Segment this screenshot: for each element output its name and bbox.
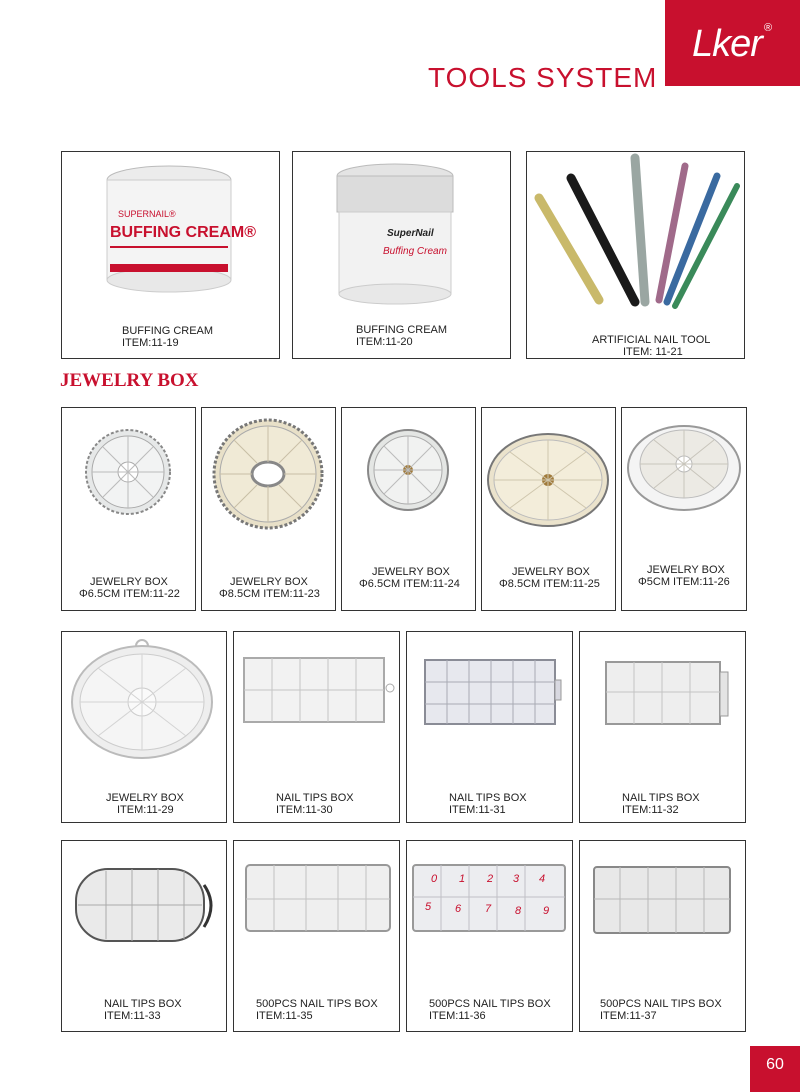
product-name: JEWELRY BOX [512,566,590,578]
product-name: JEWELRY BOX [90,576,168,588]
jar-red-band [110,264,228,272]
section-title-jewelry-box: JEWELRY BOX [60,370,199,391]
product-item-code: ITEM:11-33 [104,1010,161,1022]
product-item-code: ITEM:11-29 [117,804,174,816]
product-item-code: ITEM:11-36 [429,1010,486,1022]
product-name: NAIL TIPS BOX [449,792,527,804]
product-name: JEWELRY BOX [230,576,308,588]
logo-registered-mark: ® [764,22,773,34]
product-card-jewelry-box [61,407,196,611]
product-card-jewelry-box [341,407,476,611]
product-card-buffing-cream-2 [292,151,511,359]
box-number: 3 [513,873,520,885]
product-name: 500PCS NAIL TIPS BOX [256,998,378,1010]
product-item-code: Φ8.5CM ITEM:11-25 [499,578,600,590]
product-name: NAIL TIPS BOX [622,792,700,804]
jar-label-text: Buffing Cream [383,246,447,257]
product-card-nail-tips-box [406,631,573,823]
product-name: JEWELRY BOX [372,566,450,578]
box-number: 7 [485,903,492,915]
product-name: BUFFING CREAM [356,324,448,336]
box-number: 0 [431,873,438,885]
product-card-nail-tips-box [233,631,400,823]
product-item-code: ITEM:11-37 [600,1010,657,1022]
product-card-buffing-cream-1 [61,151,280,359]
jar-label-text: BUFFING CREAM® [110,224,256,241]
product-item-code: ITEM:11-20 [356,336,413,348]
product-item-code: ITEM:11-35 [256,1010,313,1022]
product-item-code: ITEM: 11-21 [623,346,683,358]
product-item-code: Φ8.5CM ITEM:11-23 [219,588,320,600]
box-number: 9 [543,905,550,917]
product-name: 500PCS NAIL TIPS BOX [429,998,551,1010]
jar-brand-text: SUPERNAIL® [118,209,176,219]
product-card-jewelry-box [481,407,616,611]
product-card-500pcs-nail-tips-box [579,840,746,1032]
product-item-code: Φ6.5CM ITEM:11-24 [359,578,460,590]
box-number: 4 [539,873,546,885]
product-name: JEWELRY BOX [106,792,184,804]
page-number: 60 [750,1046,800,1092]
product-name: NAIL TIPS BOX [104,998,182,1010]
product-card-jewelry-box [621,407,747,611]
product-item-code: ITEM:11-30 [276,804,333,816]
product-name: ARTIFICIAL NAIL TOOL [592,334,711,346]
product-card-jewelry-box [61,631,227,823]
product-card-500pcs-nail-tips-box [406,840,573,1032]
product-card-nail-tips-box [61,840,227,1032]
product-card-artificial-nail-tool [526,151,745,359]
product-name: 500PCS NAIL TIPS BOX [600,998,722,1010]
product-name: NAIL TIPS BOX [276,792,354,804]
product-item-code: ITEM:11-32 [622,804,679,816]
box-number: 5 [425,901,432,913]
product-name: BUFFING CREAM [122,325,214,337]
logo-text: Lker [692,23,762,65]
jar-brand-text: SuperNail [387,228,434,239]
box-number: 2 [487,873,494,885]
nail-tool-sticks-image [527,152,744,358]
box-number: 1 [459,873,466,885]
page-title: TOOLS SYSTEM [428,62,658,93]
product-item-code: Φ5CM ITEM:11-26 [638,576,730,588]
product-card-nail-tips-box [579,631,746,823]
product-item-code: ITEM:11-19 [122,337,179,349]
box-number: 8 [515,905,522,917]
box-number: 6 [455,903,462,915]
product-item-code: ITEM:11-31 [449,804,506,816]
jar-red-stripe [110,246,228,248]
product-item-code: Φ6.5CM ITEM:11-22 [79,588,180,600]
product-card-500pcs-nail-tips-box [233,840,400,1032]
product-card-jewelry-box [201,407,336,611]
product-name: JEWELRY BOX [647,564,725,576]
